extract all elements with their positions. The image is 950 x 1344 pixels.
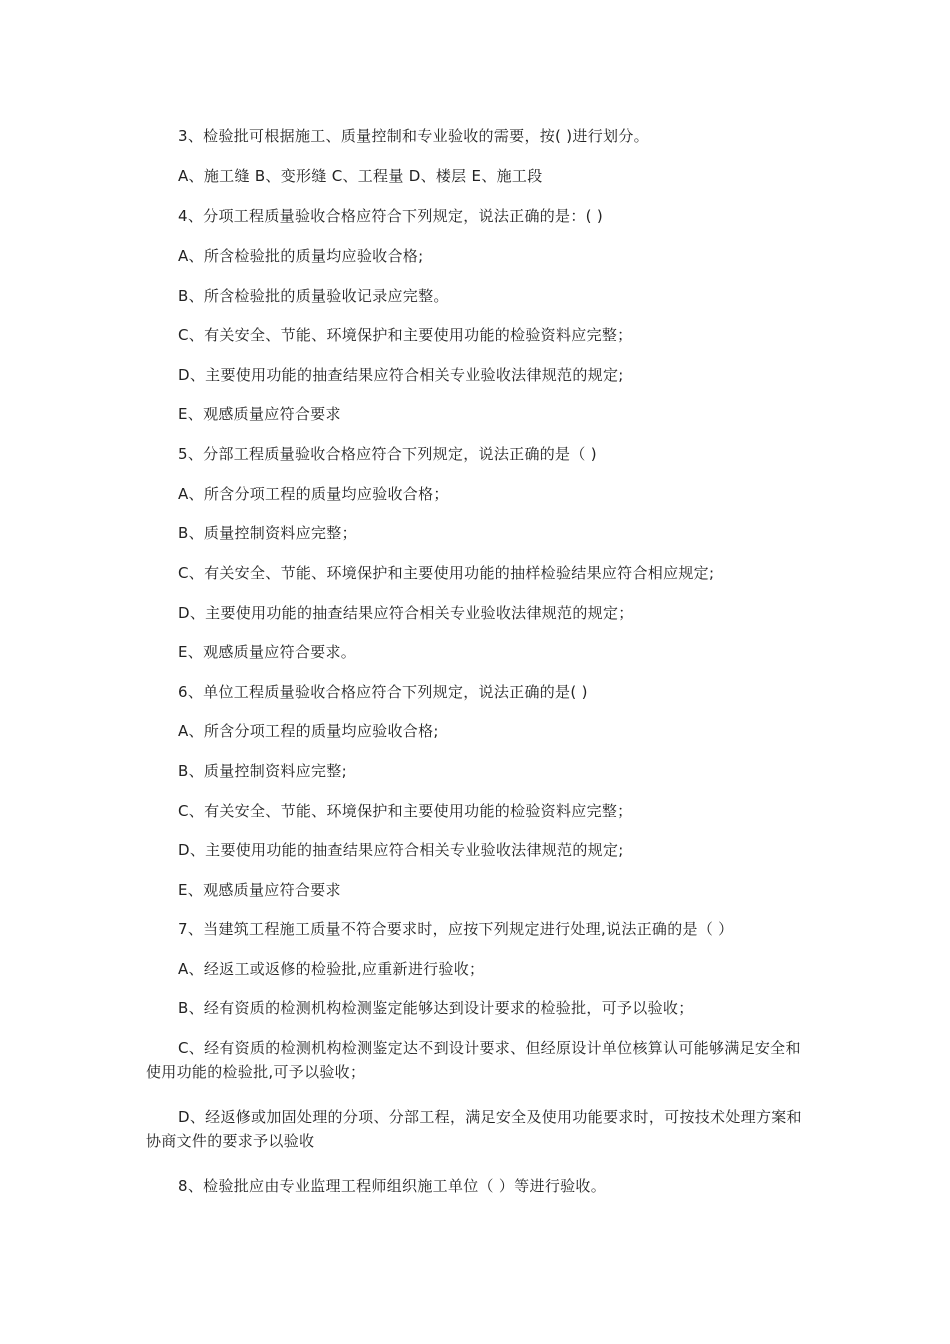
question-4-option-e: E、观感质量应符合要求 (178, 405, 341, 423)
question-5-option-b: B、质量控制资料应完整； (178, 524, 357, 542)
question-6-option-a: A、所含分项工程的质量均应验收合格; (178, 722, 439, 740)
question-4-option-d: D、主要使用功能的抽查结果应符合相关专业验收法律规范的规定; (178, 366, 624, 384)
question-3-options: A、施工缝 B、变形缝 C、工程量 D、楼层 E、施工段 (178, 167, 543, 185)
question-5-option-a: A、所含分项工程的质量均应验收合格； (178, 485, 449, 503)
question-4: 4、分项工程质量验收合格应符合下列规定，说法正确的是：( ) (178, 207, 604, 225)
question-5: 5、分部工程质量验收合格应符合下列规定，说法正确的是（ ) (178, 445, 597, 463)
question-5-option-d: D、主要使用功能的抽查结果应符合相关专业验收法律规范的规定； (178, 604, 634, 622)
question-6: 6、单位工程质量验收合格应符合下列规定，说法正确的是( ) (178, 683, 588, 701)
question-7-option-a: A、经返工或返修的检验批,应重新进行验收； (178, 960, 485, 978)
question-7-option-c: C、经有资质的检测机构检测鉴定达不到设计要求、但经原设计单位核算认可能够满足安全和使用功能的检验批,可予以验收； (146, 1039, 801, 1081)
question-6-option-d: D、主要使用功能的抽查结果应符合相关专业验收法律规范的规定; (178, 841, 624, 859)
question-4-option-c: C、有关安全、节能、环境保护和主要使用功能的检验资料应完整； (178, 326, 633, 344)
question-5-option-e: E、观感质量应符合要求。 (178, 643, 357, 661)
question-6-option-c: C、有关安全、节能、环境保护和主要使用功能的检验资料应完整； (178, 802, 633, 820)
question-6-option-b: B、质量控制资料应完整; (178, 762, 347, 780)
question-3: 3、检验批可根据施工、质量控制和专业验收的需要，按( )进行划分。 (178, 127, 649, 145)
question-6-option-e: E、观感质量应符合要求 (178, 881, 341, 899)
question-7-option-d: D、经返修或加固处理的分项、分部工程，满足安全及使用功能要求时，可按技术处理方案和协商文件的要求予以验收 (146, 1108, 802, 1150)
question-4-option-a: A、所含检验批的质量均应验收合格; (178, 247, 424, 265)
question-5-option-c: C、有关安全、节能、环境保护和主要使用功能的抽样检验结果应符合相应规定; (178, 564, 715, 582)
question-4-option-b: B、所含检验批的质量验收记录应完整。 (178, 287, 449, 305)
question-7: 7、当建筑工程施工质量不符合要求时，应按下列规定进行处理,说法正确的是（ ） (178, 920, 734, 938)
question-8: 8、检验批应由专业监理工程师组织施工单位（ ）等进行验收。 (178, 1177, 607, 1195)
question-7-option-b: B、经有资质的检测机构检测鉴定能够达到设计要求的检验批，可予以验收； (178, 999, 694, 1017)
